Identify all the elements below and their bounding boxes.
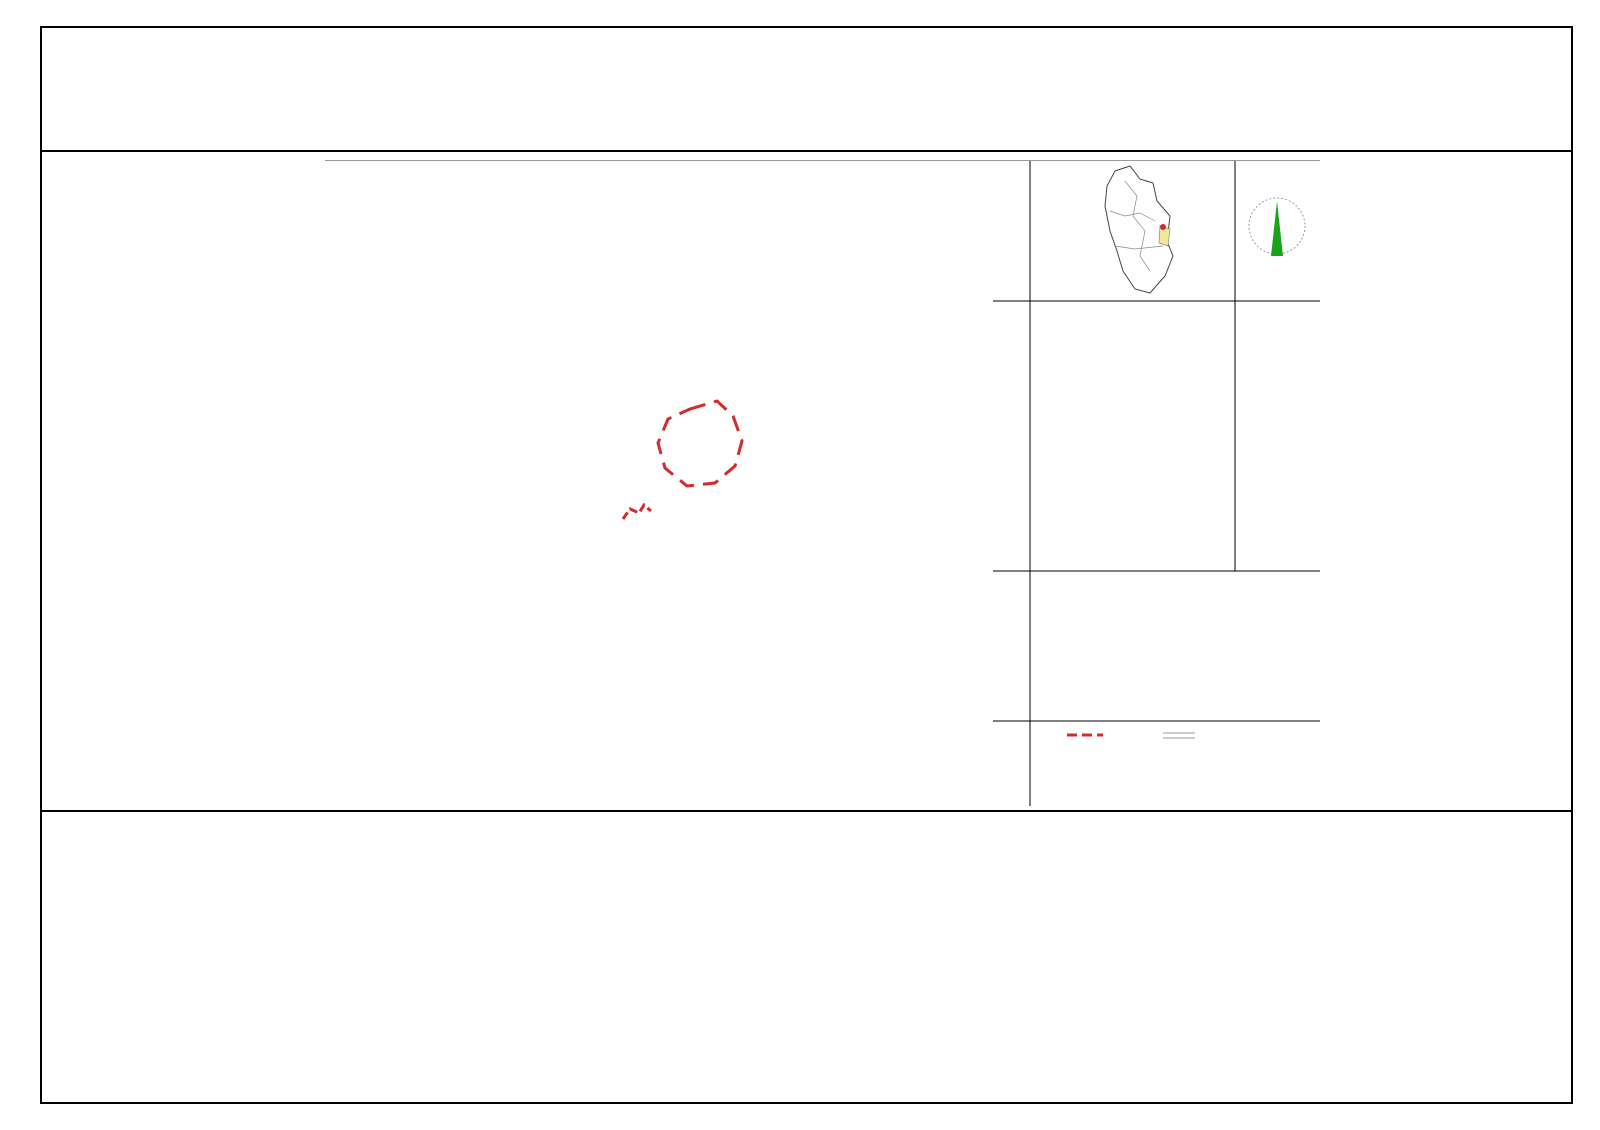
page-title: [40, 30, 1573, 150]
title-divider: [40, 150, 1573, 152]
location-map: [1105, 166, 1173, 293]
parcel-x44-boundary: [623, 505, 651, 519]
parcel-f44-boundary: [658, 401, 742, 486]
planning-drawing: [325, 160, 1320, 806]
drawing-divider: [40, 810, 1573, 812]
legend: [1067, 733, 1195, 738]
north-arrow-icon: [1249, 198, 1305, 256]
